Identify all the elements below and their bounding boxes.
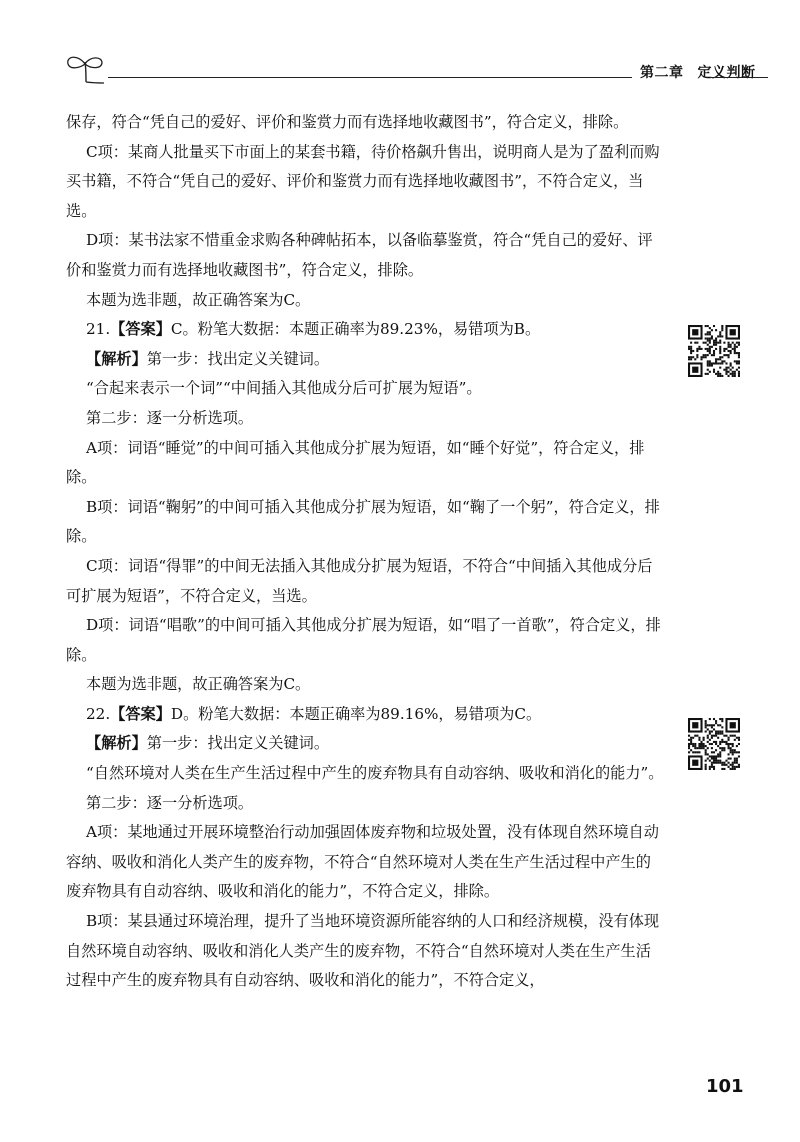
paragraph-text: 第一步：找出定义关键词。 — [146, 734, 329, 753]
chapter-title — [640, 62, 756, 82]
header-rule-tail — [710, 77, 768, 78]
paragraph — [66, 493, 666, 552]
paragraph-text: B项：词语“鞠躬”的中间可插入其他成分扩展为短语，如“鞠了一个躬”，符合定义，排除。 — [66, 497, 660, 546]
paragraph — [66, 700, 666, 730]
bold-label: 【解析】 — [86, 734, 147, 753]
paragraph — [66, 108, 666, 138]
paragraph — [66, 286, 666, 316]
paragraph — [66, 729, 666, 759]
paragraph-text: 本题为选非题，故正确答案为C。 — [86, 675, 311, 694]
paragraph — [66, 374, 666, 404]
paragraph — [66, 759, 666, 789]
paragraph — [66, 434, 666, 493]
page-number: 101 — [706, 1076, 744, 1097]
paragraph-text: 第二步：逐一分析选项。 — [86, 408, 254, 427]
paragraph-text: A项：词语“睡觉”的中间可插入其他成分扩展为短语，如“睡个好觉”，符合定义，排除。 — [66, 438, 645, 487]
bold-label: 【答案】 — [110, 320, 171, 339]
paragraph-text: B项：某县通过环境治理，提升了当地环境资源所能容纳的人口和经济规模，没有体现自然环境自动容纳、吸收和消化人类产生的废弃物，不符合“自然环境对人类在生产生活过程中产生的废弃物具有自动容纳、吸收和消化的能力”，不符合定义， — [66, 912, 660, 990]
paragraph-text: D项：词语“唱歌”的中间可插入其他成分扩展为短语，如“唱了一首歌”，符合定义，排除。 — [66, 616, 661, 664]
question-number: 22. — [86, 704, 111, 723]
bold-label: 【解析】 — [86, 349, 147, 368]
paragraph — [66, 670, 666, 700]
paragraph-text: “合起来表示一个词”“中间插入其他成分后可扩展为短语”。 — [86, 379, 482, 398]
paragraph-text: 本题为选非题，故正确答案为C。 — [86, 290, 311, 309]
paragraph-text: 第二步：逐一分析选项。 — [86, 793, 254, 812]
paragraph-text: 保存，符合“凭自己的爱好、评价和鉴赏力而有选择地收藏图书”，符合定义，排除。 — [66, 113, 629, 131]
page-body — [66, 108, 666, 996]
paragraph — [66, 404, 666, 434]
paragraph — [66, 789, 666, 819]
sprout-icon — [60, 52, 110, 84]
question-number: 21. — [86, 320, 111, 339]
paragraph-text: D项：某书法家不惜重金求购各种碑帖拓本，以备临摹鉴赏，符合“凭自己的爱好、评价和鉴赏力而有选择地收藏图书”，符合定义，排除。 — [66, 231, 653, 279]
paragraph — [66, 611, 666, 670]
paragraph-text: “自然环境对人类在生产生活过程中产生的废弃物具有自动容纳、吸收和消化的能力”。 — [86, 764, 664, 783]
paragraph — [66, 138, 666, 227]
paragraph — [66, 552, 666, 611]
paragraph-text: 第一步：找出定义关键词。 — [146, 349, 329, 368]
paragraph — [66, 226, 666, 285]
chapter-number: 第二章 — [640, 65, 684, 81]
running-header — [40, 46, 770, 86]
bold-label: 【答案】 — [110, 704, 171, 723]
qr-code-icon[interactable] — [688, 325, 740, 377]
paragraph-text: C。粉笔大数据：本题正确率为89.23%，易错项为B。 — [170, 320, 541, 339]
paragraph — [66, 315, 666, 345]
paragraph — [66, 907, 666, 996]
paragraph-text: C项：某商人批量买下市面上的某套书籍，待价格飙升售出，说明商人是为了盈利而购买书籍，不符合“凭自己的爱好、评价和鉴赏力而有选择地收藏图书”，不符合定义，当选。 — [66, 142, 660, 220]
header-rule — [108, 77, 632, 78]
paragraph-text: D。粉笔大数据：本题正确率为89.16%，易错项为C。 — [170, 704, 542, 723]
paragraph — [66, 345, 666, 375]
section-name: 定义判断 — [697, 65, 756, 81]
paragraph-text: A项：某地通过开展环境整治行动加强固体废弃物和垃圾处置，没有体现自然环境自动容纳、吸收和消化人类产生的废弃物，不符合“自然环境对人类在生产生活过程中产生的废弃物具有自动容纳、吸收和消化的能力”，不符合定义，排除。 — [66, 823, 659, 901]
qr-code-icon[interactable] — [688, 718, 740, 770]
paragraph — [66, 818, 666, 907]
paragraph-text: C项：词语“得罪”的中间无法插入其他成分扩展为短语，不符合“中间插入其他成分后可扩展为短语”，不符合定义，当选。 — [66, 556, 653, 605]
